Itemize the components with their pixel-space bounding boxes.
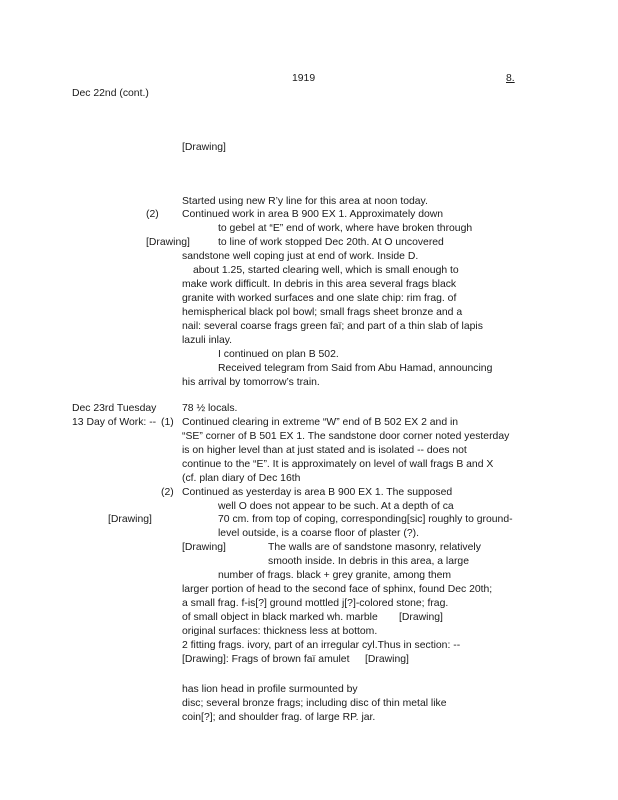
text-line: lazuli inlay. bbox=[182, 335, 233, 346]
text-line: “SE” corner of B 501 EX 1. The sandstone door corner noted yesterday bbox=[182, 431, 510, 442]
text-line: level outside, is a coarse floor of plaster (?). bbox=[218, 528, 419, 539]
text-line: of small object in black marked wh. marble bbox=[182, 612, 378, 623]
item-number: (1) bbox=[161, 417, 174, 428]
text-line: Continued as yesterday is area B 900 EX 1. The supposed bbox=[182, 487, 453, 498]
text-line: [Drawing]: Frags of brown faï amulet bbox=[182, 654, 350, 665]
text-line: number of frags. black + grey granite, among them bbox=[218, 570, 452, 581]
text-line: The walls are of sandstone masonry, relatively bbox=[268, 542, 481, 553]
text-line: I continued on plan B 502. bbox=[218, 349, 339, 360]
drawing-placeholder: [Drawing] bbox=[399, 612, 443, 623]
text-line: 70 cm. from top of coping, corresponding[sic] roughly to ground- bbox=[218, 514, 513, 525]
text-line: hemispherical black pol bowl; small frags sheet bronze and a bbox=[182, 307, 463, 318]
day-of-work-label: 13 Day of Work: -- bbox=[72, 417, 157, 428]
date-heading: Dec 22nd (cont.) bbox=[72, 88, 149, 99]
text-line: nail: several coarse frags green faï; and part of a thin slab of lapis bbox=[182, 321, 483, 332]
text-line: Started using new R’y line for this area at noon today. bbox=[182, 196, 428, 207]
text-line: make work difficult. In debris in this area several frags black bbox=[182, 279, 457, 290]
text-line: Continued work in area B 900 EX 1. Approximately down bbox=[182, 209, 444, 220]
text-line: coin[?]; and shoulder frag. of large RP. jar. bbox=[182, 712, 376, 723]
text-line: to line of work stopped Dec 20th. At O uncovered bbox=[218, 237, 444, 248]
text-line: to gebel at “E” end of work, where have broken through bbox=[218, 223, 473, 234]
text-line: a small frag. f-is[?] ground mottled j[?]-colored stone; frag. bbox=[182, 598, 449, 609]
text-line: original surfaces: thickness less at bottom. bbox=[182, 626, 378, 637]
page-number: 8. bbox=[506, 73, 515, 84]
text-line: his arrival by tomorrow’s train. bbox=[182, 377, 320, 388]
year-heading: 1919 bbox=[292, 73, 316, 84]
drawing-placeholder: [Drawing] bbox=[108, 514, 152, 525]
text-line: Continued clearing in extreme “W” end of B 502 EX 2 and in bbox=[182, 417, 459, 428]
text-line: well O does not appear to be such. At a depth of ca bbox=[218, 501, 454, 512]
text-line: sandstone well coping just at end of work. Inside D. bbox=[182, 251, 419, 262]
text-line: is on higher level than at just stated and is isolated -- does not bbox=[182, 445, 467, 456]
item-number: (2) bbox=[146, 209, 159, 220]
text-line: 2 fitting frags. ivory, part of an irregular cyl.Thus in section: -- bbox=[182, 640, 461, 651]
text-line: 78 ½ locals. bbox=[182, 403, 238, 414]
text-line: granite with worked surfaces and one slate chip: rim frag. of bbox=[182, 293, 457, 304]
item-number: (2) bbox=[161, 487, 174, 498]
text-line: Received telegram from Said from Abu Hamad, announcing bbox=[218, 363, 493, 374]
drawing-placeholder: [Drawing] bbox=[365, 654, 409, 665]
text-line: continue to the “E”. It is approximately on level of wall frags B and X bbox=[182, 459, 494, 470]
text-line: has lion head in profile surmounted by bbox=[182, 684, 358, 695]
text-line: disc; several bronze frags; including disc of thin metal like bbox=[182, 698, 447, 709]
text-line: smooth inside. In debris in this area, a large bbox=[268, 556, 469, 567]
drawing-placeholder: [Drawing] bbox=[182, 542, 226, 553]
text-line: (cf. plan diary of Dec 16th bbox=[182, 473, 301, 484]
date-heading: Dec 23rd Tuesday bbox=[72, 403, 157, 414]
drawing-placeholder: [Drawing] bbox=[146, 237, 190, 248]
text-line: about 1.25, started clearing well, which is small enough to bbox=[193, 265, 459, 276]
text-line: larger portion of head to the second face of sphinx, found Dec 20th; bbox=[182, 584, 493, 595]
drawing-placeholder: [Drawing] bbox=[182, 142, 226, 153]
